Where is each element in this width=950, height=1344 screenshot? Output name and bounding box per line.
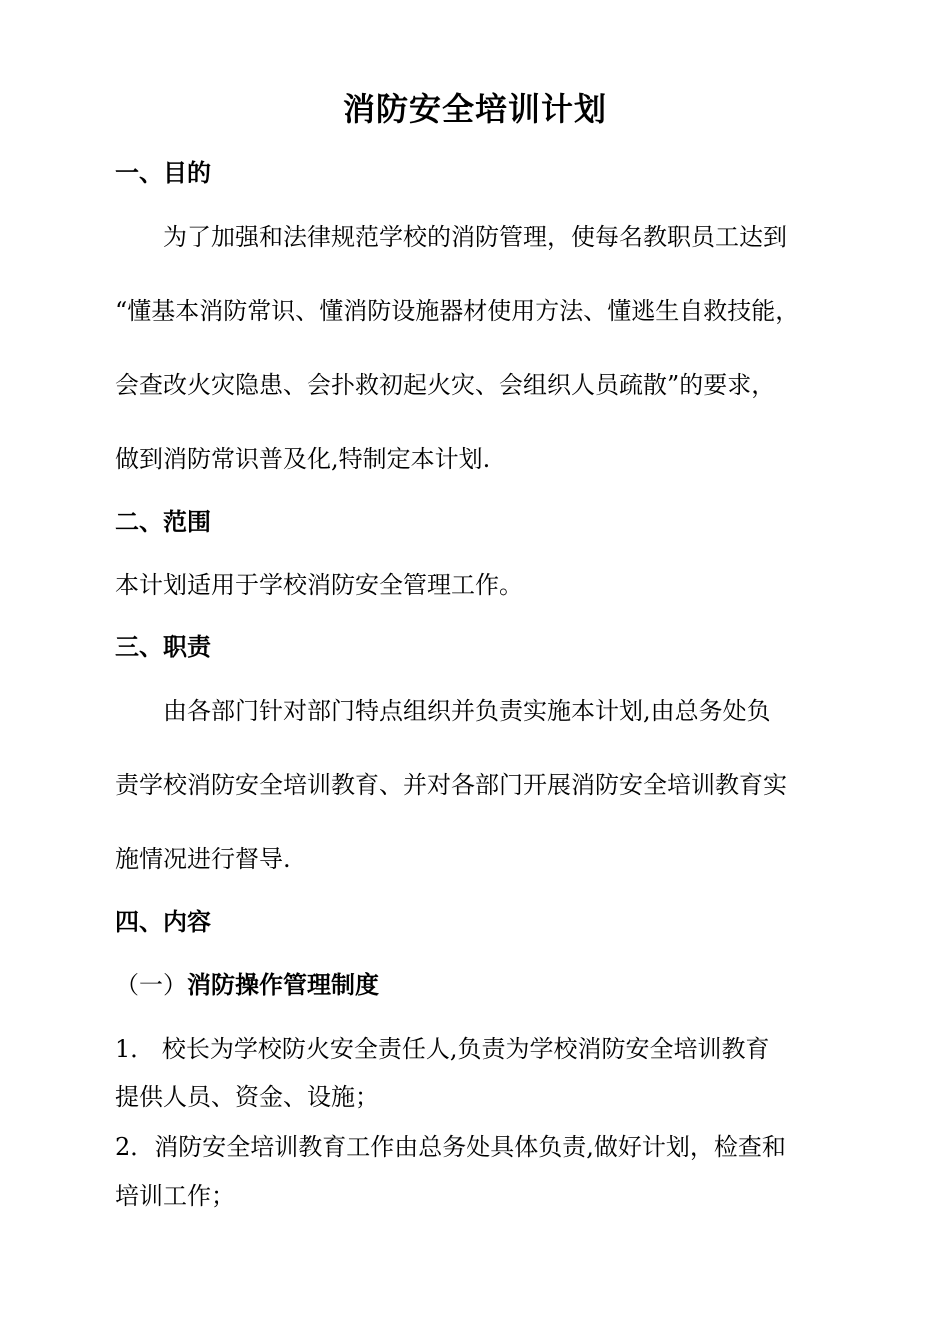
- section-heading-duties: 三、职责: [115, 632, 211, 661]
- paragraph-line: 做到消防常识普及化,特制定本计划.: [115, 445, 491, 473]
- paragraph-line: 由各部门针对部门特点组织并负责实施本计划,由总务处负: [163, 697, 771, 725]
- list-item-line: 提供人员、资金、设施；: [115, 1083, 379, 1111]
- paragraph-line: 施情况进行督导.: [115, 845, 291, 873]
- section-heading-purpose: 一、目的: [115, 158, 211, 187]
- paragraph-line: 为了加强和法律规范学校的消防管理，使每名教职员工达到: [163, 223, 787, 251]
- list-item-line: 1． 校长为学校防火安全责任人,负责为学校消防安全培训教育: [115, 1035, 770, 1063]
- list-item-line: 培训工作；: [115, 1182, 235, 1210]
- section-heading-scope: 二、范围: [115, 507, 211, 536]
- subsection-heading: [115, 970, 845, 1000]
- paragraph-line: 责学校消防安全培训教育、并对各部门开展消防安全培训教育实: [115, 771, 787, 799]
- paragraph-line: 会查改火灾隐患、会扑救初起火灾、会组织人员疏散”的要求，: [115, 371, 776, 399]
- document-title: 消防安全培训计划: [342, 90, 607, 128]
- list-item-line: 2．消防安全培训教育工作由总务处具体负责,做好计划，检查和: [115, 1133, 786, 1161]
- paragraph-line: 本计划适用于学校消防安全管理工作。: [115, 571, 523, 599]
- section-heading-content: 四、内容: [115, 907, 211, 936]
- subsection-number: （一）: [115, 971, 187, 999]
- subsection-title: 消防操作管理制度: [187, 970, 379, 999]
- paragraph-line: “懂基本消防常识、懂消防设施器材使用方法、懂逃生自救技能，: [115, 297, 800, 325]
